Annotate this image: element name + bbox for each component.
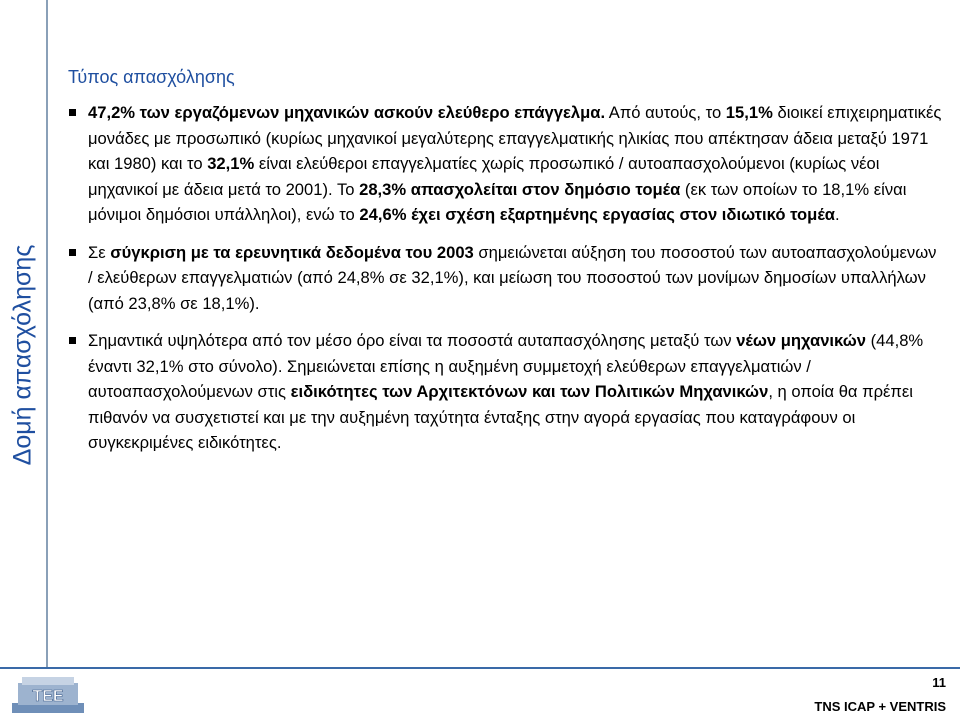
bold-text: νέων μηχανικών	[736, 331, 866, 350]
bold-text: 15,1%	[725, 103, 773, 122]
footer-divider	[0, 667, 960, 669]
bullet-item	[64, 240, 944, 317]
body-text: διοικεί επιχειρηματικές μονάδες με προσωπικό (κυρίως μηχανικοί μεγαλύτερης επαγγελματικής ηλικίας που απέκτησαν άδεια μεταξύ 1971 και 1980) και το	[88, 103, 942, 173]
body-text: (εκ των οποίων το 18,1% είναι μόνιμοι δημόσιοι υπάλληλοι), ενώ το	[88, 179, 907, 224]
body-text: Από αυτούς, το	[605, 103, 726, 122]
body-text: Σε	[88, 242, 111, 262]
body-text: Σημαντικά υψηλότερα από τον μέσο όρο είναι τα ποσοστά αυταπασχόλησης μεταξύ των	[88, 331, 737, 350]
body-text: σημειώνεται αύξηση του ποσοστού των αυτοαπασχολούμενων / ελεύθερων επαγγελματιών (από 24,8% σε 32,1%), και μείωση του ποσοστού των μονίμων δημοσίων υπαλλήλων (από 23,8% σε 18,1%).	[88, 242, 937, 313]
tee-logo	[8, 673, 88, 717]
bold-text: σύγκριση με τα ερευνητικά δεδομένα του 2003	[110, 242, 474, 262]
bold-text: ειδικότητες των Αρχιτεκτόνων και των Πολιτικών Μηχανικών	[290, 382, 769, 401]
bold-text: 32,1%	[207, 154, 255, 173]
sidebar-title: Δομή απασχόλησης	[8, 244, 37, 466]
body-text: (44,8% έναντι 32,1% στο σύνολο). Σημειώνεται επίσης η αυξημένη συμμετοχή ελεύθερων επαγγελματιών / αυτοαπασχολούμενων στις	[88, 331, 924, 401]
bullet-item	[64, 100, 944, 228]
bullet-list	[64, 100, 944, 468]
body-text: , η οποία θα πρέπει πιθανόν να συσχετιστεί και με την αυξημένη ταχύτητα ένταξης στην αγορά εργασίας που καταγράφουν οι συγκεκριμένες ειδικότητες.	[88, 382, 913, 452]
bold-text: 47,2% των εργαζόμενων μηχανικών ασκούν ελεύθερο επάγγελμα.	[88, 103, 606, 122]
bold-text: 28,3% απασχολείται στον δημόσιο τομέα	[359, 179, 681, 199]
bullet-square-icon	[69, 249, 76, 256]
bullet-square-icon	[69, 109, 76, 116]
logo-text: TEE	[32, 688, 64, 705]
bullet-square-icon	[69, 337, 76, 344]
page-number: 11	[932, 675, 946, 690]
sidebar-divider	[46, 0, 48, 668]
section-title: Τύπος απασχόλησης	[68, 67, 235, 87]
company-name: TNS ICAP + VENTRIS	[814, 699, 946, 714]
bullet-item	[64, 328, 944, 456]
body-text: είναι ελεύθεροι επαγγελματίες χωρίς προσωπικό / αυτοαπασχολούμενοι (κυρίως νέοι μηχανικοί με άδεια μετά το 2001). Το	[88, 154, 880, 199]
sidebar-title-container	[3, 225, 43, 485]
body-text: .	[835, 205, 840, 224]
bold-text: 24,6% έχει σχέση εξαρτημένης εργασίας στον ιδιωτικό τομέα	[359, 205, 836, 224]
